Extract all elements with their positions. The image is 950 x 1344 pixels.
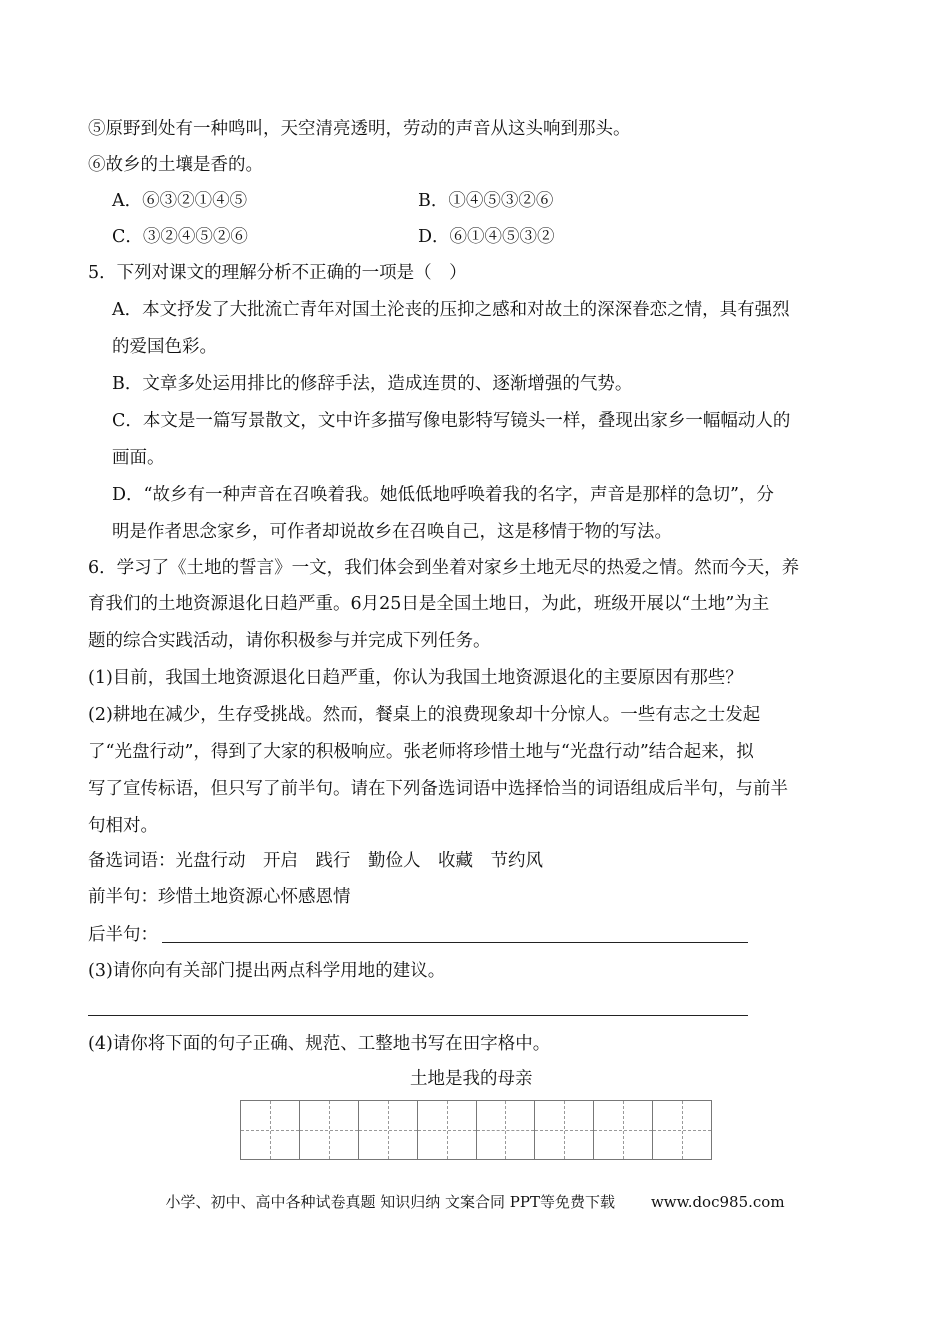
q6-intro-line2: 育我们的土地资源退化日趋严重。6月25日是全国土地日，为此，班级开展以“土地”为主 (88, 594, 770, 614)
sentence-to-copy: 土地是我的母亲 (410, 1069, 533, 1089)
footer-url[interactable]: www.doc985.com (650, 1193, 785, 1211)
q4-choice-b: B．①④⑤③②⑥ (418, 191, 554, 211)
q5-choice-c-line1: C．本文是一篇写景散文，文中许多描写像电影特写镜头一样，叠现出家乡一幅幅动人的 (112, 411, 791, 431)
grid-cell[interactable] (359, 1101, 418, 1159)
grid-cell[interactable] (241, 1101, 300, 1159)
q4-choice-d: D．⑥①④⑤③② (418, 227, 555, 247)
q5-choice-d-line2: 明是作者思念家乡，可作者却说故乡在召唤自己，这是移情于物的写法。 (112, 522, 672, 542)
grid-cell[interactable] (418, 1101, 477, 1159)
q6-part3: (3)请你向有关部门提出两点科学用地的建议。 (88, 961, 446, 981)
grid-cell-horizontal-guide (418, 1130, 476, 1131)
grid-cell-horizontal-guide (594, 1130, 652, 1131)
q6-front-half: 前半句：珍惜土地资源心怀感恩情 (88, 887, 351, 907)
q6-part2-line3: 写了宣传标语，但只写了前半句。请在下列备选词语中选择恰当的词语组成后半句，与前半 (88, 779, 788, 799)
q4-choice-c: C．③②④⑤②⑥ (112, 227, 248, 247)
q5-choice-d-line1: D．“故乡有一种声音在召唤着我。她低低地呼唤着我的名字，声音是那样的急切”，分 (112, 485, 774, 505)
tian-zi-grid[interactable] (240, 1100, 712, 1160)
grid-cell-horizontal-guide (300, 1130, 358, 1131)
q5-choice-a-line1: A．本文抒发了大批流亡青年对国土沦丧的压抑之感和对故土的深深眷恋之情，具有强烈 (112, 300, 790, 320)
q6-part2-line4: 句相对。 (88, 816, 158, 836)
grid-cell[interactable] (653, 1101, 711, 1159)
grid-cell[interactable] (300, 1101, 359, 1159)
grid-cell-horizontal-guide (359, 1130, 417, 1131)
option-item-6: ⑥故乡的土壤是香的。 (88, 155, 263, 175)
q4-choice-a: A．⑥③②①④⑤ (112, 191, 248, 211)
q6-part2-line1: (2)耕地在减少，生存受挑战。然而，餐桌上的浪费现象却十分惊人。一些有志之士发起 (88, 705, 761, 725)
q5-choice-b: B．文章多处运用排比的修辞手法，造成连贯的、逐渐增强的气势。 (112, 374, 633, 394)
answer-blank-back-half[interactable] (162, 942, 748, 943)
footer-text: 小学、初中、高中各种试卷真题 知识归纳 文案合同 PPT等免费下载 (165, 1193, 615, 1211)
answer-blank-suggestions[interactable] (88, 1015, 748, 1016)
grid-cell-horizontal-guide (653, 1130, 711, 1131)
grid-cell[interactable] (535, 1101, 594, 1159)
q6-part4: (4)请你将下面的句子正确、规范、工整地书写在田字格中。 (88, 1034, 551, 1054)
grid-cell-horizontal-guide (477, 1130, 535, 1131)
option-item-5: ⑤原野到处有一种鸣叫，天空清亮透明，劳动的声音从这头响到那头。 (88, 119, 631, 139)
q6-back-half-label: 后半句： (88, 925, 158, 945)
q6-intro-line1: 6．学习了《土地的誓言》一文，我们体会到坐着对家乡土地无尽的热爱之情。然而今天，养 (88, 558, 800, 578)
q6-part1: (1)目前，我国土地资源退化日趋严重，你认为我国土地资源退化的主要原因有那些？ (88, 668, 743, 688)
q6-part2-line2: 了“光盘行动”，得到了大家的积极响应。张老师将珍惜土地与“光盘行动”结合起来，拟 (88, 742, 754, 762)
q5-choice-a-line2: 的爱国色彩。 (112, 337, 217, 357)
q5-stem: 5．下列对课文的理解分析不正确的一项是（ ） (88, 263, 467, 283)
grid-cell[interactable] (594, 1101, 653, 1159)
grid-cell-horizontal-guide (241, 1130, 299, 1131)
q6-intro-line3: 题的综合实践活动，请你积极参与并完成下列任务。 (88, 631, 491, 651)
grid-cell-horizontal-guide (535, 1130, 593, 1131)
q6-word-options: 备选词语：光盘行动 开启 践行 勤俭人 收藏 节约风 (88, 851, 543, 871)
page-footer (0, 1192, 950, 1212)
grid-cell[interactable] (477, 1101, 536, 1159)
q5-choice-c-line2: 画面。 (112, 448, 165, 468)
